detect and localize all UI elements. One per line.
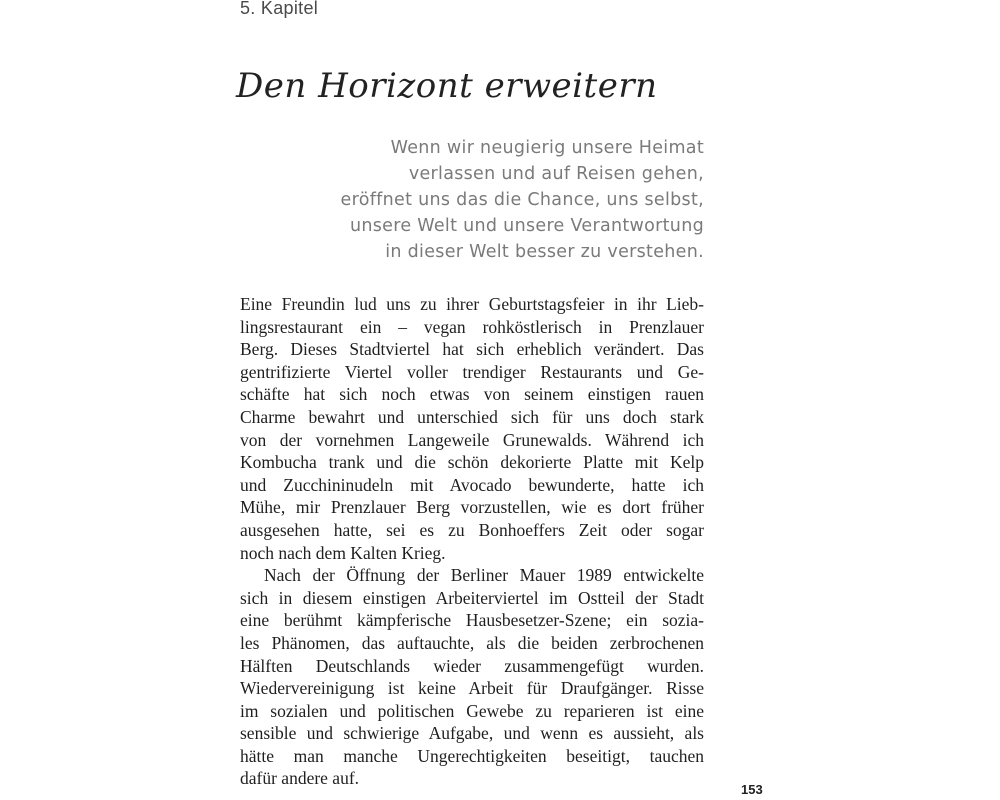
page-number: 153	[741, 782, 763, 797]
paragraph-2	[240, 564, 704, 790]
section-title: Den Horizont erweitern	[236, 66, 658, 106]
text-line: sensible und schwierige Aufgabe, und wenn es aussieht, als	[240, 723, 704, 744]
text-line: im sozialen und politischen Gewebe zu reparieren ist eine	[240, 700, 704, 721]
epigraph-line: in dieser Welt besser zu verstehen.	[385, 242, 704, 262]
epigraph-line: unsere Welt und unsere Verantwortung	[349, 216, 704, 236]
text-line: schäfte hat sich noch etwas von seinem einstigen rauen	[240, 384, 704, 405]
chapter-heading: 5. Kapitel	[240, 0, 319, 18]
body-text	[240, 293, 704, 790]
text-line: Mühe, mir Prenzlauer Berg vorzustellen, wie es dort früher	[240, 497, 704, 518]
text-line: und Zucchininudeln mit Avocado bewunderte, hatte ich	[240, 474, 704, 495]
paragraph-1	[240, 293, 704, 564]
epigraph-line: eröffnet uns das die Chance, uns selbst,	[340, 190, 704, 210]
text-line: Nach der Öffnung der Berliner Mauer 1989 entwickelte	[264, 565, 704, 586]
text-line: Charme bewahrt und unterschied sich für uns doch stark	[240, 406, 704, 427]
text-line: lingsrestaurant ein – vegan rohköstlerisch in Prenzlauer	[240, 316, 704, 337]
text-line: von der vornehmen Langeweile Grunewalds. Während ich	[240, 429, 704, 450]
text-line: ausgesehen hatte, sei es zu Bonhoeffers Zeit oder sogar	[240, 519, 704, 540]
text-line: Kombucha trank und die schön dekorierte Platte mit Kelp	[240, 452, 704, 473]
text-line: Berg. Dieses Stadtviertel hat sich erheblich verändert. Das	[240, 339, 704, 360]
text-line: sich in diesem einstigen Arbeiterviertel im Ostteil der Stadt	[240, 587, 704, 608]
text-line: les Phänomen, das auftauchte, als die beiden zerbrochenen	[240, 632, 704, 653]
text-line: noch nach dem Kalten Krieg.	[240, 542, 446, 563]
text-line: Hälften Deutschlands wieder zusammengefügt wurden.	[240, 655, 704, 676]
text-line: gentrifizierte Viertel voller trendiger Restaurants und Ge-	[240, 361, 704, 382]
text-line: Wiedervereinigung ist keine Arbeit für Draufgänger. Risse	[240, 678, 704, 699]
text-line: Eine Freundin lud uns zu ihrer Geburtstagsfeier in ihr Lieb-	[240, 294, 704, 314]
text-line: eine berühmt kämpferische Hausbesetzer-Szene; ein sozia-	[240, 610, 704, 631]
epigraph	[300, 135, 704, 265]
epigraph-line: verlassen und auf Reisen gehen,	[408, 164, 704, 184]
text-line: dafür andere auf.	[240, 768, 360, 789]
epigraph-line: Wenn wir neugierig unsere Heimat	[390, 138, 704, 158]
text-line: hätte man manche Ungerechtigkeiten beseitigt, tauchen	[240, 745, 704, 766]
